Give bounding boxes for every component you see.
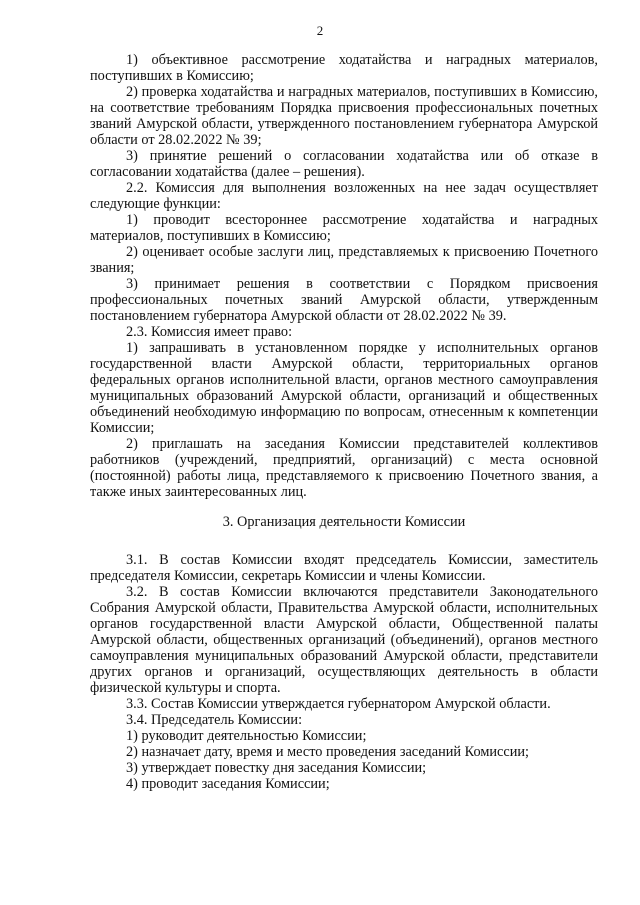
- paragraph-functions-intro: 2.2. Комиссия для выполнения возложенных на нее задач осуществляет следующие функции:: [90, 180, 598, 212]
- paragraph-chairman-intro: 3.4. Председатель Комиссии:: [126, 712, 303, 728]
- paragraph-decisions: 3) принятие решений о согласовании ходатайства или об отказе в согласовании ходатайства (далее – решения).: [90, 148, 598, 180]
- section-heading: 3. Организация деятельности Комиссии: [222, 514, 466, 530]
- paragraph-composition: 3.1. В состав Комиссии входят председатель Комиссии, заместитель председателя Комиссии, секретарь Комиссии и члены Комиссии.: [90, 552, 598, 584]
- paragraph-right-2: 2) приглашать на заседания Комиссии представителей коллективов работников (учреждений, предприятий, организаций) с места основной (постоянной) работы лица, представляемого к присвоению Почетного звания, а также иных заинтересованных лиц.: [90, 436, 598, 500]
- paragraph-function-3: 3) принимает решения в соответствии с Порядком присвоения профессиональных почетных званий Амурской области, утвержденным постановлением губернатора Амурской области от 28.02.2022 № 39.: [90, 276, 598, 324]
- paragraph-rights-intro: 2.3. Комиссия имеет право:: [126, 324, 293, 340]
- paragraph-chairman-duty-3: 3) утверждает повестку дня заседания Комиссии;: [126, 760, 427, 776]
- paragraph-function-1: 1) проводит всестороннее рассмотрение ходатайства и наградных материалов, поступивших в Комиссию;: [90, 212, 598, 244]
- paragraph-verification: 2) проверка ходатайства и наградных материалов, поступивших в Комиссию, на соответствие требованиям Порядка присвоения профессиональных почетных званий Амурской области, утвержденного постановлением губернатора Амурской области от 28.02.2022 № 39;: [90, 84, 598, 148]
- page-number: 2: [316, 23, 324, 38]
- paragraph-function-2: 2) оценивает особые заслуги лиц, представляемых к присвоению Почетного звания;: [90, 244, 598, 276]
- paragraph-chairman-duty-4: 4) проводит заседания Комиссии;: [126, 776, 330, 792]
- paragraph-chairman-duty-1: 1) руководит деятельностью Комиссии;: [126, 728, 367, 744]
- paragraph-approval: 3.3. Состав Комиссии утверждается губернатором Амурской области.: [126, 696, 551, 712]
- document-body: [90, 52, 598, 792]
- paragraph-chairman-duty-2: 2) назначает дату, время и место проведения заседаний Комиссии;: [126, 744, 529, 760]
- paragraph-representatives: 3.2. В состав Комиссии включаются представители Законодательного Собрания Амурской области, Правительства Амурской области, исполнительных органов государственной власти Амурской области, Общественной палаты Амурской области, общественных организаций (объединений), органов местного самоуправления муниципальных образований Амурской области, представители других органов и организаций, осуществляющих деятельность в области физической культуры и спорта.: [90, 584, 598, 696]
- paragraph-objective-review: 1) объективное рассмотрение ходатайства и наградных материалов, поступивших в Комиссию;: [90, 52, 598, 84]
- paragraph-right-1: 1) запрашивать в установленном порядке у исполнительных органов государственной власти Амурской области, территориальных органов федеральных органов исполнительной власти, органов местного самоуправления муниципальных образований Амурской области, организаций и общественных объединений необходимую информацию по вопросам, отнесенным к компетенции Комиссии;: [90, 340, 598, 436]
